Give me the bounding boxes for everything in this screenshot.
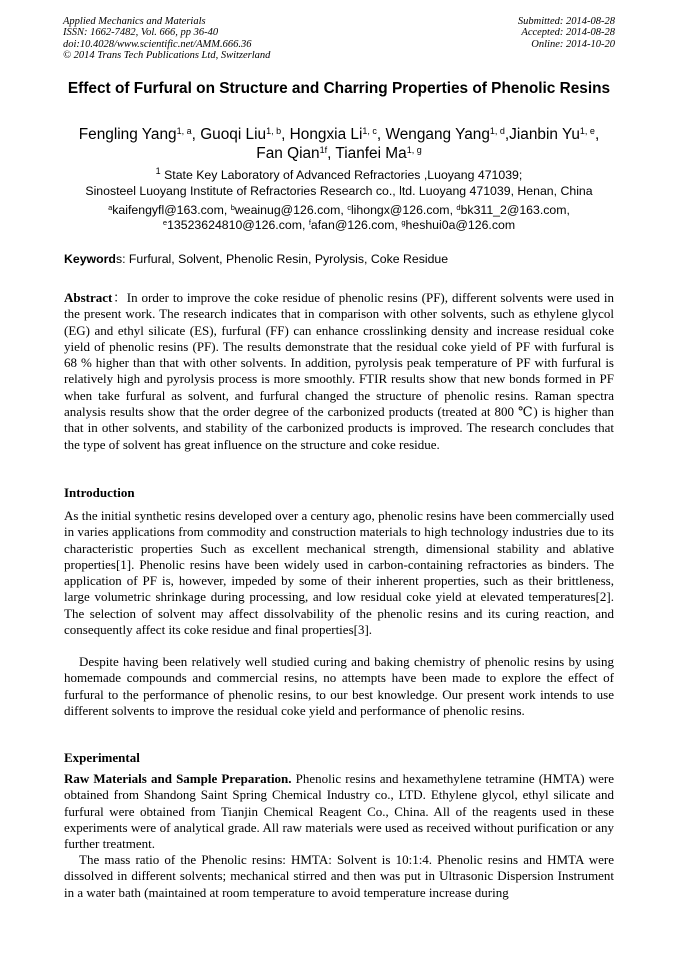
- abstract-label: Abstract: [64, 290, 113, 305]
- introduction-paragraph-1: As the initial synthetic resins developed over a century ago, phenolic resins have been commercially used in varies applications from commodity and construction materials to high technology industries due to its characteristic properties Such as excellent mechanical strength, dimensional stability and ablative properties[1]. Phenolic resins have been widely used in carbon-containing refractories as binders. The application of PF is, however, impeded by some of their inherent properties, such as their brittleness, large volumetric shrinkage during processing, and low residual coke yield at elevated temperatures[2]. The selection of solvent may affect dissolvability of the phenolic resins and its curing reaction, and consequently affect its coke residue and final properties[3].: [64, 508, 614, 638]
- journal-name: Applied Mechanics and Materials: [63, 16, 206, 27]
- author: Tianfei Ma$^{1, g}$: [335, 145, 422, 162]
- author: Guoqi Liu$^{1, b}$,: [200, 126, 290, 143]
- online-date: Online: 2014-10-20: [531, 38, 615, 50]
- section-heading-experimental: Experimental: [64, 750, 140, 765]
- author: Fengling Yang$^{1, a}$,: [78, 126, 201, 143]
- author: Wengang Yang$^{1, d}$,: [385, 126, 510, 143]
- submitted-date: Submitted: 2014-08-28: [517, 16, 615, 27]
- author: Fan Qian$^{1f}$,: [256, 145, 336, 162]
- author-list: [30, 125, 648, 163]
- introduction-paragraph-2: Despite having been relatively well studied curing and baking chemistry of phenolic resins by using homemade compounds and commercial resins, no attempts have been made to explore the effect of furfural to the performance of phenolic resins, to our best knowledge. Our present work intends to use different solvents to improve the residual coke yield and performance of phenolic resins.: [64, 654, 614, 718]
- author: Hongxia Li$^{1, c}$,: [289, 126, 386, 143]
- email: $^a$kaifengyfl@163.com,: [108, 203, 231, 217]
- section-heading-introduction: Introduction: [64, 485, 135, 500]
- email: $^f$afan@126.com,: [308, 218, 402, 232]
- abstract: Abstract：In order to improve the coke residue of phenolic resins (PF), different solvents were used in the present work. The research indicates that in comparison with other solvents, such as ethylene glycol (EG) and ethyl silicate (ES), furfural (FF) can enhance crosslinking density and increase residual coke yield of phenolic resins (PF). The results demonstrate that the residual coke yield of PF with furfural is 68 % higher than that with other solvents. In addition, pyrolysis peak temperature of PF with furfural is relatively high and pyrolysis process is more smoothly. FTIR results show that new bonds formed in PF when take furfural as solvent, and furfural changed the structure of phenolic resins. Raman spectra analysis results show that the order degree of the carbonized products (treated at 800 ℃) is higher than that in other solvents, and stability of the carbonized products is improved. The research concludes that the type of solvent has great influence on the structure and coke residue.: [64, 290, 614, 452]
- subsection-heading: Raw Materials and Sample Preparation.: [64, 771, 292, 786]
- abstract-text: In order to improve the coke residue of phenolic resins (PF), different solvents were used in the present work. The research indicates that in comparison with other solvents, such as ethylene glycol (EG) and ethyl silicate (ES), furfural (FF) can enhance crosslinking density and increase residual coke yield of phenolic resins (PF). The results demonstrate that the residual coke yield of PF with furfural is 68 % higher than that with other solvents. In addition, pyrolysis peak temperature of PF with furfural is relatively high and pyrolysis process is more smoothly. FTIR results show that new bonds formed in PF when take furfural as solvent, and furfural changed the structure of phenolic resins. Raman spectra analysis results show that the order degree of the carbonized products (treated at 800 ℃) is higher than that in other solvents, and stability of the carbonized products is improved. The research concludes that the type of solvent has great influence on the structure and coke residue.: [64, 290, 614, 452]
- email: $^b$weainug@126.com,: [230, 203, 348, 217]
- paper-title: Effect of Furfural on Structure and Charring Properties of Phenolic Resins: [67, 80, 611, 97]
- submission-dates: [518, 16, 615, 50]
- affiliation-line-1: $^1$ State Key Laboratory of Advanced Refractories ,Luoyang 471039;: [155, 166, 523, 182]
- email: $^e$13523624810@126.com,: [162, 218, 309, 232]
- affiliation-line-2: Sinosteel Luoyang Institute of Refractories Research co., ltd. Luoyang 471039, Henan, China: [85, 184, 593, 198]
- experimental-paragraph-1: Raw Materials and Sample Preparation. Phenolic resins and hexamethylene tetramine (HMTA) were obtained from Shandong Saint Spring Chemical Industry co., LTD. Ethylene glycol, ethyl silicate and furfural were obtained from Tianjin Chemical Reagent Co., China. All of the reagents used in these experiments were of analytical grade. All raw materials were used as received without purification or any further treatment.: [64, 771, 615, 852]
- email: $^d$bk311_2@163.com,: [456, 203, 570, 217]
- copyright-line: © 2014 Trans Tech Publications Ltd, Switzerland: [63, 49, 271, 61]
- keywords-label: Keyword: [64, 252, 116, 266]
- accepted-date: Accepted: 2014-08-28: [521, 27, 615, 39]
- doi-line: doi:10.4028/www.scientific.net/AMM.666.36: [63, 38, 252, 50]
- email-list: [30, 203, 648, 233]
- email: $^g$heshui0a@126.com: [401, 218, 516, 232]
- keywords-text: Furfural, Solvent, Phenolic Resin, Pyrolysis, Coke Residue: [128, 252, 449, 266]
- author: Jianbin Yu$^{1, e}$,: [509, 126, 600, 143]
- keywords: Keywords: Furfural, Solvent, Phenolic Resin, Pyrolysis, Coke Residue: [64, 252, 449, 266]
- experimental-paragraph-2: The mass ratio of the Phenolic resins: HMTA: Solvent is 10:1:4. Phenolic resins and HMTA were dissolved in different solvents; mechanical stirred and then was put in Ultrasonic Dispersion Instrument in a water bath (maintained at room temperature to avoid temperature increase during: [64, 852, 614, 900]
- email: $^c$lihongx@126.com,: [347, 203, 457, 217]
- journal-info: [63, 16, 270, 61]
- issn-line: ISSN: 1662-7482, Vol. 666, pp 36-40: [63, 27, 219, 39]
- affiliation: [30, 167, 648, 199]
